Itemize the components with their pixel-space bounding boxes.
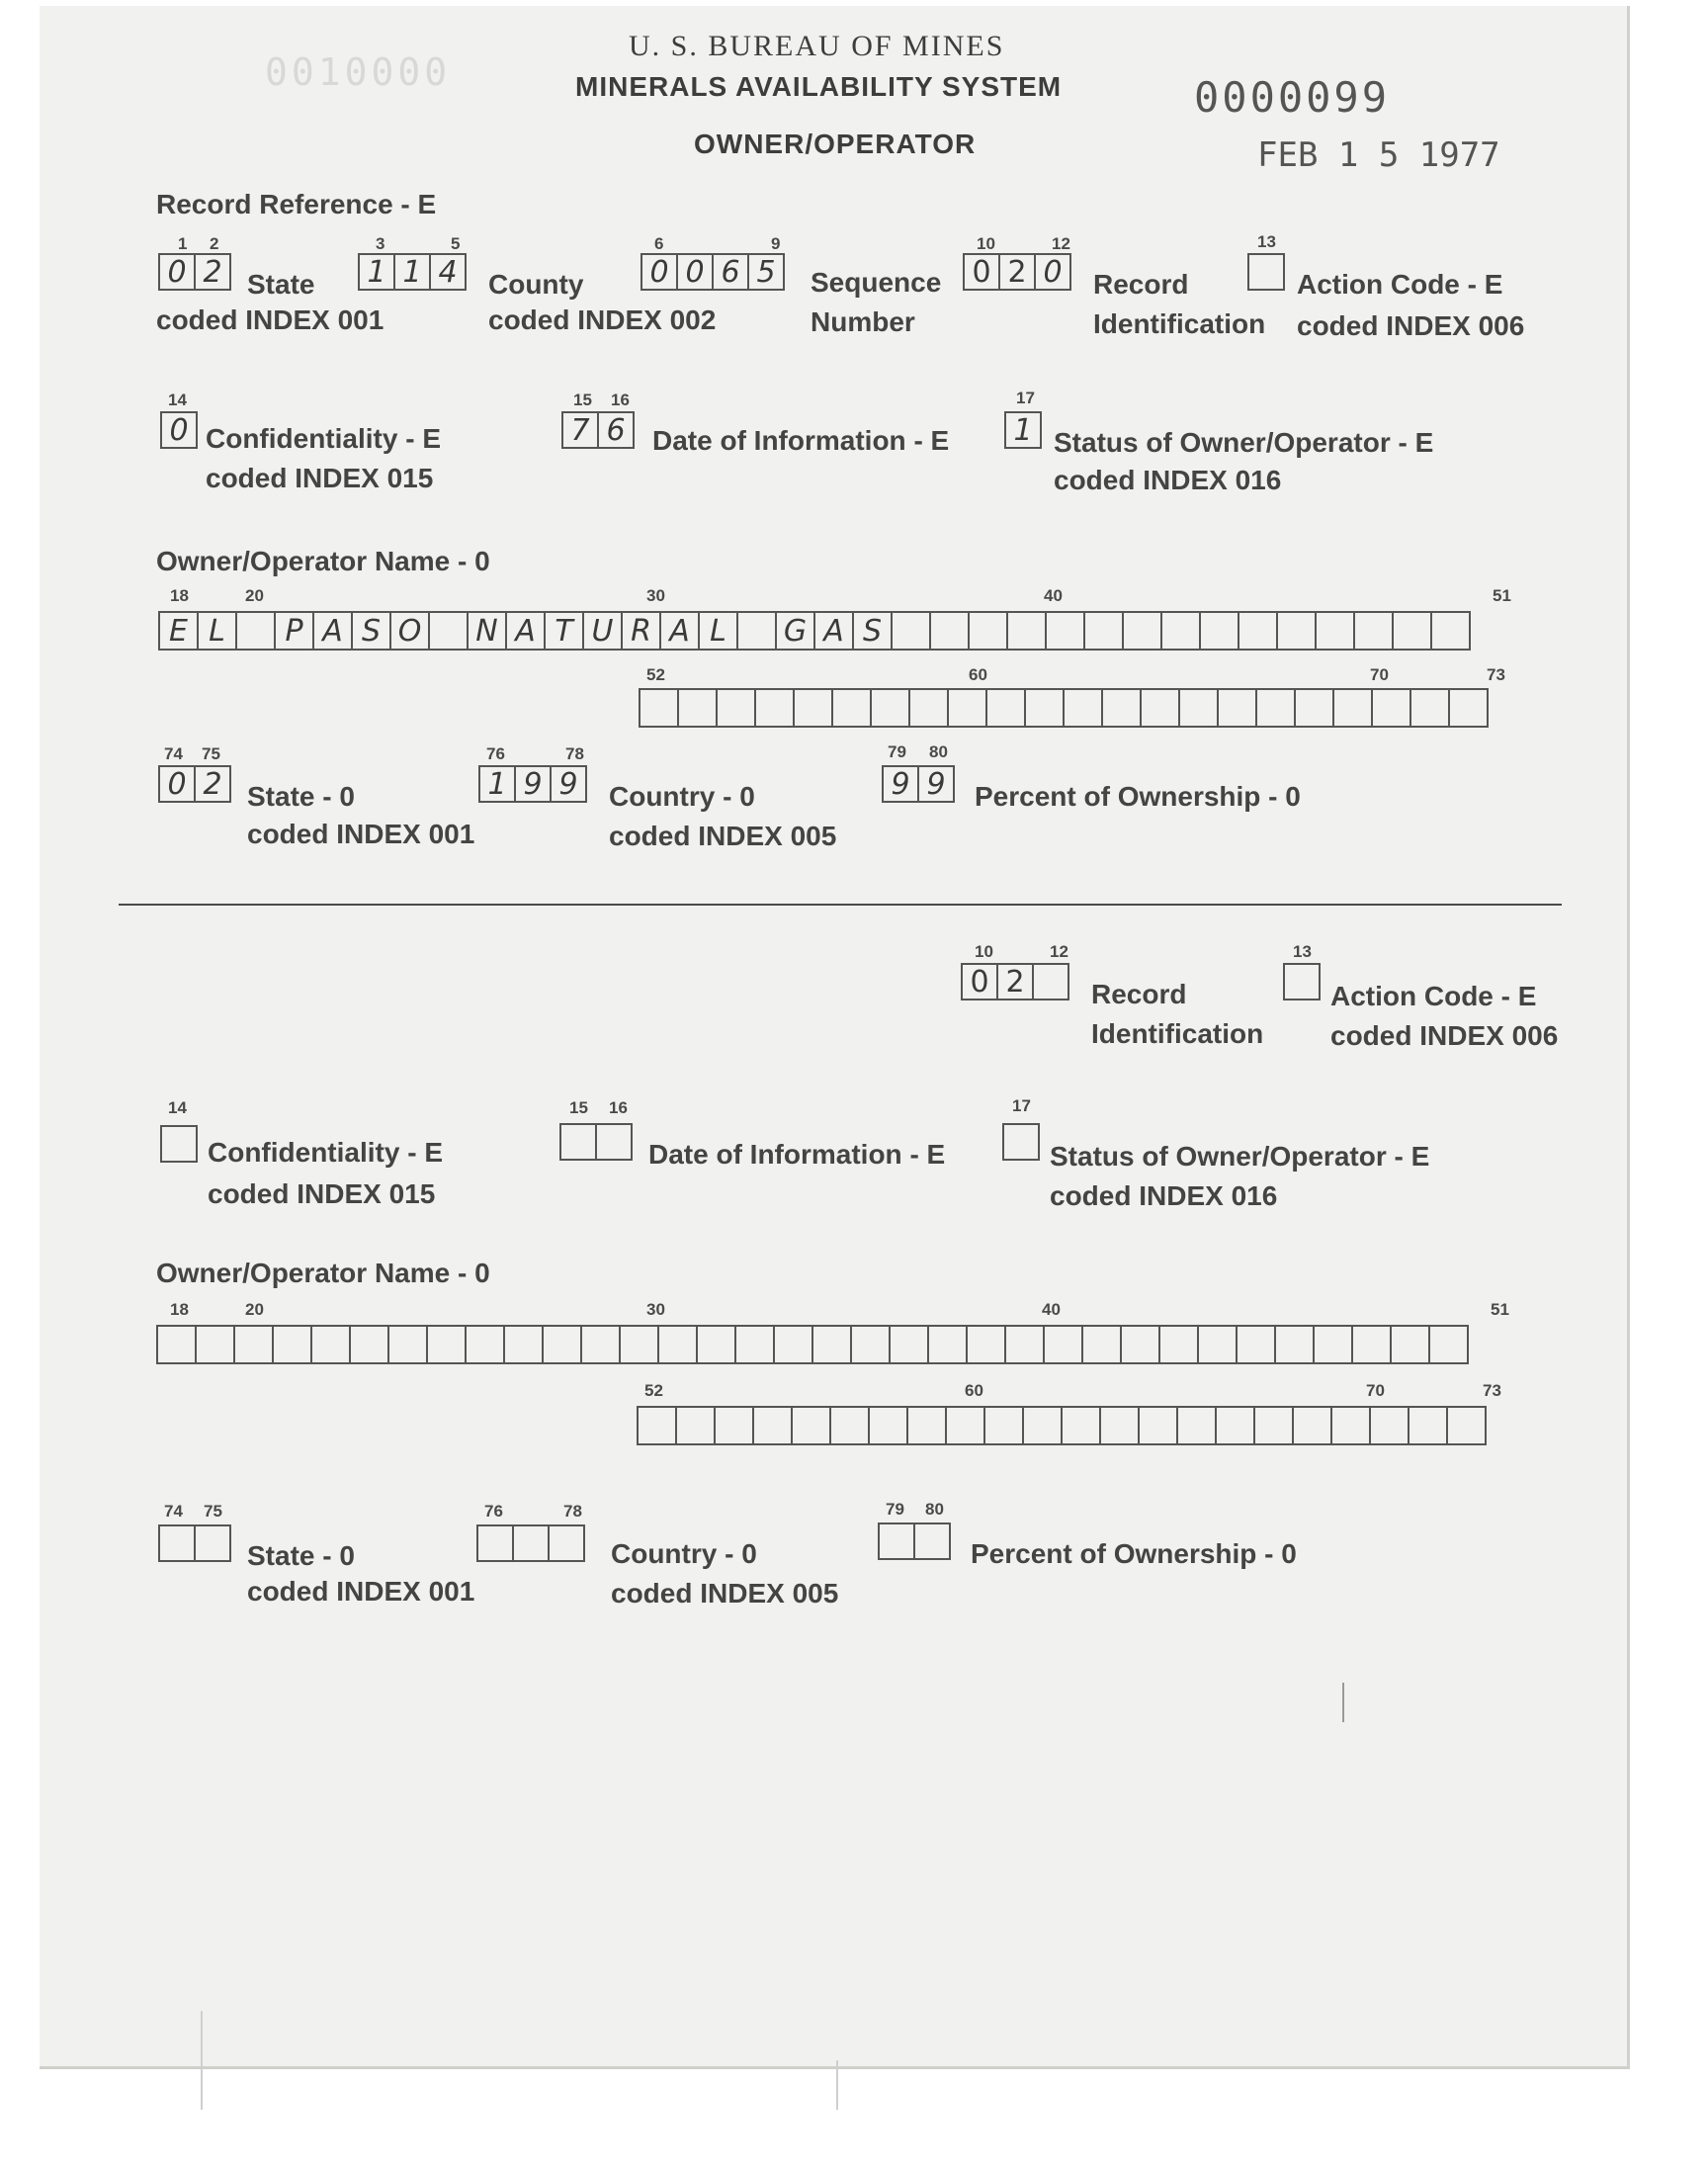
action-code-index: coded INDEX 006 xyxy=(1297,310,1525,341)
col-number: 5 xyxy=(451,234,461,253)
record2-owner-name-char-box[interactable] xyxy=(1138,1406,1178,1445)
col-number: 76 xyxy=(486,744,505,763)
owner-name-char-box[interactable] xyxy=(1409,688,1450,728)
record2-owner-name-char-box[interactable] xyxy=(791,1406,831,1445)
date-info-boxes[interactable] xyxy=(561,411,635,449)
section-divider xyxy=(119,904,1562,906)
record2-owner-name-char-box[interactable] xyxy=(233,1325,274,1364)
country-label: Country - 0 xyxy=(609,781,755,812)
record2-owner-name-char-box[interactable] xyxy=(1408,1406,1448,1445)
col-number: 3 xyxy=(376,234,385,253)
owner-name-char-box[interactable] xyxy=(1122,611,1162,651)
record2-owner-name-char-box[interactable] xyxy=(889,1325,929,1364)
col-number: 40 xyxy=(1042,1300,1061,1319)
percent-digit-box[interactable]: 9 xyxy=(917,765,955,803)
country-digit-box[interactable]: 1 xyxy=(478,765,516,803)
col-number: 78 xyxy=(563,1502,582,1521)
col-number: 13 xyxy=(1293,942,1312,961)
record2-country-index: coded INDEX 005 xyxy=(611,1578,839,1609)
col-number: 1 xyxy=(178,234,188,253)
record2-owner-name-char-box[interactable] xyxy=(983,1406,1024,1445)
col-number: 74 xyxy=(164,744,183,763)
record2-owner-name-char-box[interactable] xyxy=(734,1325,775,1364)
confidentiality-boxes[interactable] xyxy=(160,411,198,449)
owner-name-char-box[interactable] xyxy=(754,688,795,728)
record2-owner-name-char-box[interactable] xyxy=(868,1406,908,1445)
record2-action-code-box[interactable] xyxy=(1283,963,1321,1000)
col-number: 76 xyxy=(484,1502,503,1521)
record2-owner-name-char-box[interactable] xyxy=(752,1406,793,1445)
owner-name-label: Owner/Operator Name - 0 xyxy=(156,546,490,576)
col-number: 80 xyxy=(925,1500,944,1519)
owner-name-char-box[interactable] xyxy=(428,611,469,651)
col-number: 74 xyxy=(164,1502,183,1521)
record2-date-info-label: Date of Information - E xyxy=(648,1139,946,1170)
owner-name-char-box[interactable]: G xyxy=(775,611,815,651)
state-boxes[interactable] xyxy=(158,253,231,291)
owner-name-char-box[interactable] xyxy=(639,688,679,728)
record2-owner-name-boxes-row1[interactable] xyxy=(156,1325,1469,1364)
owner-name-char-box[interactable]: L xyxy=(197,611,237,651)
owner-name-boxes-row2[interactable] xyxy=(639,688,1489,728)
percent-label: Percent of Ownership - 0 xyxy=(975,781,1301,812)
owner-name-char-box[interactable] xyxy=(1332,688,1373,728)
owner-name-char-box[interactable]: O xyxy=(389,611,430,651)
status-index: coded INDEX 016 xyxy=(1054,465,1282,495)
col-number: 52 xyxy=(644,1381,663,1400)
record2-percent-box[interactable] xyxy=(878,1522,915,1560)
record2-id-label: Record xyxy=(1091,979,1187,1009)
record2-owner-state-index: coded INDEX 001 xyxy=(247,1576,475,1607)
record2-owner-name-char-box[interactable] xyxy=(1197,1325,1238,1364)
county-digit-box[interactable]: 1 xyxy=(393,253,431,291)
col-number: 70 xyxy=(1370,665,1389,684)
col-number: 15 xyxy=(569,1098,588,1117)
record2-owner-name-char-box[interactable] xyxy=(811,1325,852,1364)
record2-owner-name-char-box[interactable] xyxy=(426,1325,467,1364)
record2-owner-name-char-box[interactable] xyxy=(1236,1325,1276,1364)
col-number: 73 xyxy=(1487,665,1505,684)
col-number: 14 xyxy=(168,391,187,409)
owner-name-char-box[interactable] xyxy=(891,611,931,651)
record2-owner-name-char-box[interactable] xyxy=(542,1325,582,1364)
record2-action-boxes[interactable] xyxy=(1283,963,1321,1000)
record2-owner-name-char-box[interactable] xyxy=(1081,1325,1122,1364)
status-box[interactable]: 1 xyxy=(1004,411,1042,449)
record2-owner-name-char-box[interactable] xyxy=(195,1325,235,1364)
record2-id-digit-box[interactable]: 2 xyxy=(996,963,1034,1000)
action-code-label: Action Code - E xyxy=(1297,269,1503,300)
record2-id-boxes[interactable] xyxy=(961,963,1069,1000)
percent-boxes[interactable] xyxy=(882,765,955,803)
owner-name-char-box[interactable]: A xyxy=(813,611,854,651)
col-number: 20 xyxy=(245,1300,264,1319)
record2-owner-name-label: Owner/Operator Name - 0 xyxy=(156,1258,490,1288)
record2-owner-name-char-box[interactable] xyxy=(696,1325,736,1364)
status-label: Status of Owner/Operator - E xyxy=(1054,427,1434,458)
col-number: 14 xyxy=(168,1098,187,1117)
owner-name-boxes-row1[interactable] xyxy=(158,611,1471,651)
col-number: 79 xyxy=(888,742,906,761)
owner-name-char-box[interactable] xyxy=(1353,611,1394,651)
record-id-label: Record xyxy=(1093,269,1189,300)
owner-state-boxes[interactable] xyxy=(158,765,231,803)
col-number: 51 xyxy=(1491,1300,1509,1319)
record2-owner-name-char-box[interactable] xyxy=(714,1406,754,1445)
county-digit-box[interactable]: 4 xyxy=(429,253,467,291)
scan-artifact-line xyxy=(201,2011,203,2110)
record2-owner-name-char-box[interactable] xyxy=(349,1325,389,1364)
owner-name-char-box[interactable]: A xyxy=(312,611,353,651)
confidentiality-index: coded INDEX 015 xyxy=(206,463,434,493)
record2-country-label: Country - 0 xyxy=(611,1538,757,1569)
owner-name-char-box[interactable]: U xyxy=(582,611,623,651)
owner-name-char-box[interactable] xyxy=(1024,688,1065,728)
record2-owner-name-char-box[interactable] xyxy=(945,1406,985,1445)
record2-owner-name-char-box[interactable] xyxy=(850,1325,891,1364)
record2-owner-name-char-box[interactable] xyxy=(906,1406,947,1445)
sequence-digit-box[interactable]: 0 xyxy=(676,253,714,291)
record2-owner-name-char-box[interactable] xyxy=(1390,1325,1430,1364)
record2-owner-name-char-box[interactable] xyxy=(465,1325,505,1364)
owner-name-char-box[interactable]: P xyxy=(274,611,314,651)
record2-status-boxes[interactable] xyxy=(1002,1123,1040,1161)
sequence-digit-box[interactable]: 0 xyxy=(640,253,678,291)
col-number: 15 xyxy=(573,391,592,409)
sequence-sub: Number xyxy=(811,306,915,337)
record2-owner-name-char-box[interactable] xyxy=(1428,1325,1469,1364)
owner-name-char-box[interactable] xyxy=(1238,611,1278,651)
owner-name-char-box[interactable] xyxy=(1392,611,1432,651)
record2-owner-name-char-box[interactable] xyxy=(773,1325,813,1364)
owner-state-label: State - 0 xyxy=(247,781,355,812)
col-number: 60 xyxy=(969,665,987,684)
record2-owner-name-char-box[interactable] xyxy=(1351,1325,1392,1364)
record2-owner-name-char-box[interactable] xyxy=(675,1406,716,1445)
date-stamp: FEB 1 5 1977 xyxy=(1257,135,1500,175)
record2-date-info-box[interactable] xyxy=(595,1123,633,1161)
col-number: 78 xyxy=(565,744,584,763)
col-number: 16 xyxy=(611,391,630,409)
col-number: 60 xyxy=(965,1381,983,1400)
record2-status-index: coded INDEX 016 xyxy=(1050,1180,1278,1211)
record2-owner-name-char-box[interactable] xyxy=(966,1325,1006,1364)
record2-owner-name-char-box[interactable] xyxy=(657,1325,698,1364)
owner-name-char-box[interactable] xyxy=(1294,688,1334,728)
owner-name-char-box[interactable] xyxy=(736,611,777,651)
country-index: coded INDEX 005 xyxy=(609,821,837,851)
country-boxes[interactable] xyxy=(478,765,587,803)
record2-country-box[interactable] xyxy=(476,1524,514,1562)
col-number: 75 xyxy=(202,744,220,763)
owner-name-char-box[interactable]: S xyxy=(852,611,893,651)
sequence-boxes[interactable] xyxy=(640,253,785,291)
col-number: 30 xyxy=(646,1300,665,1319)
record2-owner-state-box[interactable] xyxy=(194,1524,231,1562)
owner-name-char-box[interactable] xyxy=(235,611,276,651)
record2-owner-name-char-box[interactable] xyxy=(1022,1406,1063,1445)
owner-name-char-box[interactable]: N xyxy=(467,611,507,651)
state-digit-box[interactable]: 2 xyxy=(194,253,231,291)
col-number: 17 xyxy=(1012,1096,1031,1115)
record2-id-digit-box[interactable] xyxy=(1032,963,1069,1000)
status-boxes[interactable] xyxy=(1004,411,1042,449)
record2-owner-state-box[interactable] xyxy=(158,1524,196,1562)
record2-owner-state-boxes[interactable] xyxy=(158,1524,231,1562)
col-number: 30 xyxy=(646,586,665,605)
scan-mark xyxy=(1342,1683,1344,1722)
owner-state-digit-box[interactable]: 2 xyxy=(194,765,231,803)
record2-confidentiality-boxes[interactable] xyxy=(160,1125,198,1163)
owner-name-char-box[interactable] xyxy=(1045,611,1085,651)
owner-name-char-box[interactable]: E xyxy=(158,611,199,651)
owner-name-char-box[interactable] xyxy=(1199,611,1239,651)
record2-percent-label: Percent of Ownership - 0 xyxy=(971,1538,1297,1569)
record2-percent-boxes[interactable] xyxy=(878,1522,951,1560)
record-id-boxes[interactable] xyxy=(963,253,1071,291)
record2-owner-name-char-box[interactable] xyxy=(1004,1325,1045,1364)
owner-name-char-box[interactable] xyxy=(1160,611,1201,651)
owner-name-char-box[interactable] xyxy=(1217,688,1257,728)
record2-id-sub: Identification xyxy=(1091,1018,1264,1049)
record2-owner-name-char-box[interactable] xyxy=(1061,1406,1101,1445)
col-number: 12 xyxy=(1050,942,1068,961)
state-index: coded INDEX 001 xyxy=(156,304,384,335)
record2-date-info-boxes[interactable] xyxy=(559,1123,633,1161)
record2-owner-name-char-box[interactable] xyxy=(156,1325,197,1364)
record2-country-boxes[interactable] xyxy=(476,1524,585,1562)
ghost-number: 0010000 xyxy=(265,50,452,94)
owner-name-char-box[interactable]: A xyxy=(659,611,700,651)
record2-owner-name-char-box[interactable] xyxy=(619,1325,659,1364)
record2-owner-name-char-box[interactable] xyxy=(829,1406,870,1445)
record2-status-box[interactable] xyxy=(1002,1123,1040,1161)
record-id-digit-box[interactable]: 0 xyxy=(963,253,1000,291)
owner-name-char-box[interactable]: R xyxy=(621,611,661,651)
col-number: 18 xyxy=(170,1300,189,1319)
record-reference-label: Record Reference - E xyxy=(156,189,437,219)
col-number: 20 xyxy=(245,586,264,605)
state-digit-box[interactable]: 0 xyxy=(158,253,196,291)
owner-name-char-box[interactable] xyxy=(1255,688,1296,728)
record2-owner-name-char-box[interactable] xyxy=(927,1325,968,1364)
col-number: 79 xyxy=(886,1500,904,1519)
owner-name-char-box[interactable]: A xyxy=(505,611,546,651)
owner-name-char-box[interactable] xyxy=(831,688,872,728)
record2-owner-name-char-box[interactable] xyxy=(310,1325,351,1364)
record2-status-label: Status of Owner/Operator - E xyxy=(1050,1141,1430,1172)
col-number: 51 xyxy=(1493,586,1511,605)
owner-name-char-box[interactable] xyxy=(968,611,1008,651)
record2-confidentiality-index: coded INDEX 015 xyxy=(208,1178,436,1209)
record2-owner-name-char-box[interactable] xyxy=(1253,1406,1294,1445)
col-number: 6 xyxy=(654,234,664,253)
record2-owner-name-char-box[interactable] xyxy=(503,1325,544,1364)
record2-owner-state-label: State - 0 xyxy=(247,1540,355,1571)
document-number: 0000099 xyxy=(1194,73,1391,122)
scan-artifact-line xyxy=(836,2060,838,2110)
col-number: 52 xyxy=(646,665,665,684)
record2-percent-box[interactable] xyxy=(913,1522,951,1560)
col-number: 40 xyxy=(1044,586,1063,605)
sequence-digit-box[interactable]: 5 xyxy=(747,253,785,291)
owner-name-char-box[interactable] xyxy=(929,611,970,651)
record2-confidentiality-label: Confidentiality - E xyxy=(208,1137,443,1168)
owner-name-char-box[interactable] xyxy=(793,688,833,728)
owner-name-char-box[interactable] xyxy=(908,688,949,728)
owner-name-char-box[interactable] xyxy=(947,688,987,728)
record2-action-label: Action Code - E xyxy=(1330,981,1537,1011)
col-number: 80 xyxy=(929,742,948,761)
owner-name-char-box[interactable] xyxy=(1006,611,1047,651)
state-label: State xyxy=(247,269,315,300)
record-id-sub: Identification xyxy=(1093,308,1266,339)
record2-owner-name-char-box[interactable] xyxy=(637,1406,677,1445)
col-number: 16 xyxy=(609,1098,628,1117)
record2-owner-name-char-box[interactable] xyxy=(1369,1406,1409,1445)
owner-name-char-box[interactable] xyxy=(1101,688,1142,728)
agency-title: U. S. BUREAU OF MINES xyxy=(629,30,1005,62)
col-number: 2 xyxy=(210,234,219,253)
col-number: 75 xyxy=(204,1502,222,1521)
owner-name-char-box[interactable] xyxy=(1430,611,1471,651)
date-info-label: Date of Information - E xyxy=(652,425,950,456)
record2-action-index: coded INDEX 006 xyxy=(1330,1020,1559,1051)
owner-name-char-box[interactable] xyxy=(716,688,756,728)
date-info-digit-box[interactable]: 7 xyxy=(561,411,599,449)
record2-owner-name-char-box[interactable] xyxy=(1292,1406,1332,1445)
owner-name-char-box[interactable] xyxy=(1083,611,1124,651)
owner-name-char-box[interactable] xyxy=(1315,611,1355,651)
record2-owner-name-char-box[interactable] xyxy=(1043,1325,1083,1364)
owner-state-digit-box[interactable]: 0 xyxy=(158,765,196,803)
record-id-digit-box[interactable]: 0 xyxy=(1034,253,1071,291)
county-boxes[interactable] xyxy=(358,253,467,291)
owner-name-char-box[interactable] xyxy=(1178,688,1219,728)
county-label: County xyxy=(488,269,584,300)
record2-owner-name-char-box[interactable] xyxy=(1274,1325,1315,1364)
record2-owner-name-char-box[interactable] xyxy=(1158,1325,1199,1364)
action-code-box[interactable] xyxy=(1247,253,1285,291)
record2-owner-name-char-box[interactable] xyxy=(1313,1325,1353,1364)
record2-owner-name-char-box[interactable] xyxy=(1120,1325,1160,1364)
record2-owner-name-char-box[interactable] xyxy=(1099,1406,1140,1445)
owner-name-char-box[interactable] xyxy=(1140,688,1180,728)
col-number: 10 xyxy=(975,942,993,961)
record2-owner-name-char-box[interactable] xyxy=(272,1325,312,1364)
record2-owner-name-char-box[interactable] xyxy=(1446,1406,1487,1445)
record2-owner-name-boxes-row2[interactable] xyxy=(637,1406,1487,1445)
record2-country-box[interactable] xyxy=(512,1524,550,1562)
record2-confidentiality-box[interactable] xyxy=(160,1125,198,1163)
record-id-digit-box[interactable]: 2 xyxy=(998,253,1036,291)
sequence-digit-box[interactable]: 6 xyxy=(712,253,749,291)
col-number: 10 xyxy=(977,234,995,253)
col-number: 73 xyxy=(1483,1381,1501,1400)
date-info-digit-box[interactable]: 6 xyxy=(597,411,635,449)
col-number: 17 xyxy=(1016,389,1035,407)
owner-name-char-box[interactable]: T xyxy=(544,611,584,651)
owner-name-char-box[interactable] xyxy=(1448,688,1489,728)
confidentiality-label: Confidentiality - E xyxy=(206,423,441,454)
owner-state-index: coded INDEX 001 xyxy=(247,819,475,849)
owner-name-char-box[interactable] xyxy=(985,688,1026,728)
col-number: 13 xyxy=(1257,232,1276,251)
record2-country-box[interactable] xyxy=(548,1524,585,1562)
owner-name-char-box[interactable] xyxy=(677,688,718,728)
country-digit-box[interactable]: 9 xyxy=(514,765,552,803)
col-number: 70 xyxy=(1366,1381,1385,1400)
col-number: 12 xyxy=(1052,234,1070,253)
action-code-boxes[interactable] xyxy=(1247,253,1285,291)
confidentiality-box[interactable]: 0 xyxy=(160,411,198,449)
owner-name-char-box[interactable]: L xyxy=(698,611,738,651)
owner-name-char-box[interactable]: S xyxy=(351,611,391,651)
col-number: 9 xyxy=(771,234,781,253)
county-digit-box[interactable]: 1 xyxy=(358,253,395,291)
form-title: OWNER/OPERATOR xyxy=(694,129,977,159)
owner-name-char-box[interactable] xyxy=(1371,688,1411,728)
record2-owner-name-char-box[interactable] xyxy=(387,1325,428,1364)
record2-owner-name-char-box[interactable] xyxy=(1330,1406,1371,1445)
owner-name-char-box[interactable] xyxy=(870,688,910,728)
record2-owner-name-char-box[interactable] xyxy=(1176,1406,1217,1445)
record2-owner-name-char-box[interactable] xyxy=(1215,1406,1255,1445)
col-number: 18 xyxy=(170,586,189,605)
sequence-label: Sequence xyxy=(811,267,942,298)
country-digit-box[interactable]: 9 xyxy=(550,765,587,803)
county-index: coded INDEX 002 xyxy=(488,304,717,335)
record2-owner-name-char-box[interactable] xyxy=(580,1325,621,1364)
percent-digit-box[interactable]: 9 xyxy=(882,765,919,803)
system-title: MINERALS AVAILABILITY SYSTEM xyxy=(575,71,1063,102)
owner-name-char-box[interactable] xyxy=(1276,611,1317,651)
record2-id-digit-box[interactable]: 0 xyxy=(961,963,998,1000)
record2-date-info-box[interactable] xyxy=(559,1123,597,1161)
owner-name-char-box[interactable] xyxy=(1063,688,1103,728)
